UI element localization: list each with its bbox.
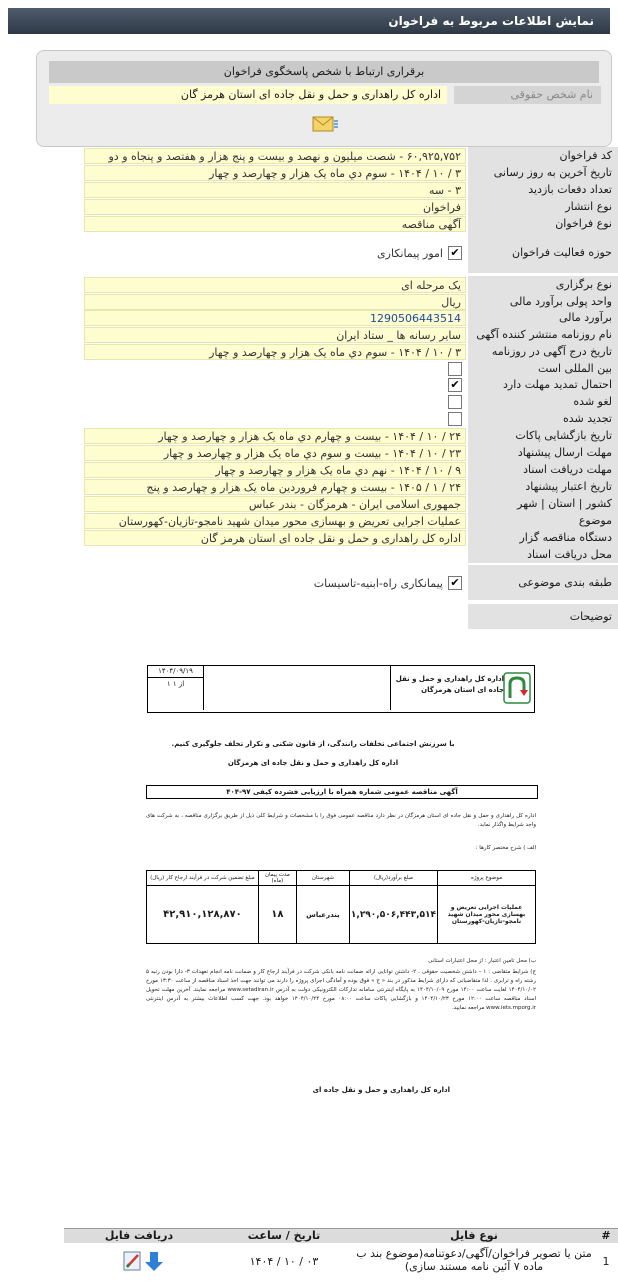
field-row	[84, 427, 618, 445]
document-table-row	[147, 886, 536, 944]
files-header-num: #	[601, 1229, 611, 1242]
field-row	[84, 326, 618, 344]
document-intro: اداره کل راهداری و حمل و نقل جاده ای استان هرمزگان در نظر دارد مناقصه عمومی فوق را با مشخصات و شرایط کلی ذیل از طریق برگزاری مناقصه ، به شرکت های واجد شرایط واگذار نماید.	[146, 813, 536, 828]
field-label: واحد پولی برآورد مالی	[468, 293, 618, 311]
document-signature: اداره کل راهداری و حمل و نقل جاده ای	[312, 1086, 450, 1094]
field-row	[84, 393, 618, 411]
files-table	[64, 1228, 618, 1285]
field-label: تجدید شده	[468, 410, 618, 428]
document-tender-title: آگهی مناقصه عمومی شماره همراه با ارزیابی فشرده کیفی ۹۷-۴۰۴	[146, 785, 538, 799]
field-row	[84, 198, 618, 216]
document-table-note: ب) محل تامین اعتبار : از محل اعتبارات استانی	[428, 958, 536, 964]
field-value	[84, 547, 466, 563]
field-label: توضیحات	[468, 604, 618, 630]
field-value	[84, 605, 466, 629]
field-row	[84, 529, 618, 547]
field-value: یک مرحله ای	[84, 277, 466, 293]
mail-icon[interactable]	[312, 113, 338, 135]
field-checkbox[interactable]	[448, 412, 462, 426]
field-row	[84, 512, 618, 530]
field-value: ۲۳ / ۱۰ / ۱۴۰۴ - بیست و سوم دي ماه یک هزار و چهارصد و چهار	[84, 445, 466, 461]
field-label: بین المللی است	[468, 360, 618, 378]
field-row	[84, 546, 618, 564]
files-header-date: تاریخ / ساعت	[247, 1229, 321, 1242]
field-row	[84, 181, 618, 199]
field-value: ۳ / ۱۰ / ۱۴۰۴ - سوم دي ماه یک هزار و چهارصد و چهار	[84, 165, 466, 181]
field-label: تاریخ اعتبار پیشنهاد	[468, 478, 618, 496]
field-row	[84, 444, 618, 462]
field-row	[84, 164, 618, 182]
field-checkbox[interactable]: ✔	[448, 246, 462, 260]
field-label: حوزه فعالیت فراخوان	[468, 232, 618, 274]
field-value: فراخوان	[84, 199, 466, 215]
field-value	[84, 233, 466, 273]
field-label: نوع فراخوان	[468, 215, 618, 233]
file-row-actions	[114, 1249, 174, 1276]
field-label: طبقه بندی موضوعی	[468, 565, 618, 601]
field-label: تاریخ آخرین به روز رسانی	[468, 164, 618, 182]
document-table-header: مدت پیمان (ماه)	[258, 871, 296, 886]
field-value	[84, 361, 466, 377]
field-row	[84, 604, 618, 630]
contact-panel	[36, 50, 612, 147]
document-table-cell: ۱۸	[258, 886, 296, 944]
document-table-header: مبلغ برآورد(ریال)	[349, 871, 437, 886]
field-value: ۲۴ / ۱۰ / ۱۴۰۴ - بیست و چهارم دي ماه یک هزار و چهارصد و چهار	[84, 428, 466, 444]
field-value: عملیات اجرایی تعریض و بهسازی محور میدان شهید نامجو-تازیان-کهورستان	[84, 513, 466, 529]
files-header-download: دریافت فایل	[104, 1229, 174, 1242]
field-row	[84, 276, 618, 294]
field-value: سایر رسانه ها _ ستاد ایران	[84, 327, 466, 343]
document-table-cell: بندرعباس	[296, 886, 349, 944]
file-row-num: 1	[602, 1255, 610, 1268]
field-value: ۳ - سه	[84, 182, 466, 198]
contact-heading: برقراری ارتباط با شخص پاسخگوی فراخوان	[49, 61, 599, 83]
document-table-cell: عملیات اجرایی تعریض و بهسازی محور میدان شهید نامجو-تازیان-کهورستان	[438, 886, 536, 944]
field-value-text: پیمانکاری راه-ابنیه-تاسیسات	[313, 576, 443, 590]
field-checkbox[interactable]: ✔	[448, 576, 462, 590]
field-label: کشور | استان | شهر	[468, 495, 618, 513]
field-checkbox[interactable]	[448, 395, 462, 409]
file-row-type: متن یا تصویر فراخوان/آگهی/دعوتنامه(موضوع بند ب ماده ۷ آئین نامه مستند سازی)	[356, 1247, 592, 1273]
field-row	[84, 495, 618, 513]
field-label: موضوع	[468, 512, 618, 530]
document-conditions: ج) شرایط متقاضی : ۱ – داشتن شخصیت حقوقی . ۲- داشتن توانایی ارائه ضمانت نامه بانکی شرکت در فرآیند ارجاع کار و ضمانت نامه انجام تعهدات ۳- دارا بودن رتبه ۵ رشته راه و ترابری . لذا متقاضیانی که دارای شرایط مذکور در بند « ج » فوق بوده و آمادگی اجرای پروژه را دارند می توانند جهت اخذ اسناد مناقصه از ساعت ۱۳:۳۰ مورخ ۱۴۰۴/۱۰/۰۲ لغایت ساعت ۱۴:۰۰ مورخ ۱۴۰۴/۱۰/۰۹ به پایگاه اینترنتی سامانه تدارکات الکترونیکی دولت به آدرس www.setadiran.ir مراجعه نمایند. آخرین مهلت تحویل اسناد مناقصه ساعت ۱۲:۰۰ مورخ ۱۴۰۴/۱۰/۲۳ و بازگشایی پاکات ساعت ۰۸:۰۰ مورخ ۱۴۰۴/۱۰/۲۴ خواهد بود. جهت کسب اطلاعات بیشتر به آدرس اینترنتی www.iets.mporg.ir مراجعه نمایید.	[146, 969, 537, 1011]
field-label: تعداد دفعات بازدید	[468, 181, 618, 199]
document-date-box	[148, 666, 204, 710]
document-motto: با سرزنش اجتماعی تخلفات رانندگی، از قانون شکنی و تکرار تخلف جلوگیری کنیم.	[171, 740, 455, 748]
files-header-type: نوع فایل	[450, 1229, 498, 1242]
edit-icon[interactable]	[124, 1252, 140, 1270]
tender-document-image	[70, 662, 556, 1152]
document-org-line1: اداره کل راهداری و حمل و نقل	[395, 675, 504, 683]
document-header	[147, 665, 535, 713]
field-value: 1290506443514	[84, 310, 466, 326]
field-row	[84, 478, 618, 496]
document-page: ۱ از ۱	[166, 680, 185, 688]
org-logo-icon	[503, 672, 531, 704]
download-icon[interactable]	[145, 1252, 163, 1271]
field-label: لغو شده	[468, 393, 618, 411]
field-value	[84, 566, 466, 600]
field-value	[84, 411, 466, 427]
document-section-a: الف ) شرح مختصر کارها :	[475, 845, 536, 851]
field-label: تاریخ درج آگهی در روزنامه	[468, 343, 618, 361]
field-checkbox[interactable]: ✔	[448, 378, 462, 392]
document-date: ۱۴۰۴/۰۹/۱۹	[148, 666, 203, 678]
field-row	[84, 147, 618, 165]
field-value: ۶۰,۹۲۵,۷۵۲ - شصت میلیون و نهصد و بیست و پنج هزار و هفتصد و پنجاه و دو	[84, 148, 466, 164]
document-mid-box	[204, 666, 391, 710]
field-row	[84, 565, 618, 601]
file-actions-icons	[120, 1249, 168, 1273]
document-table-header: مبلغ تضمین شرکت در فرآیند ارجاع کار (ریال)	[147, 871, 259, 886]
window-title-bar	[8, 8, 610, 34]
field-row	[84, 461, 618, 479]
field-label: نوع برگزاری	[468, 276, 618, 294]
field-value: ۳ / ۱۰ / ۱۴۰۴ - سوم دي ماه یک هزار و چهارصد و چهار	[84, 344, 466, 360]
file-row-date: ۰۳ / ۱۰ / ۱۴۰۴	[249, 1255, 319, 1268]
document-table-header: موضوع پروژه	[438, 871, 536, 886]
field-label: دستگاه مناقصه گزار	[468, 529, 618, 547]
document-table-cell: ۱,۲۹۰,۵۰۶,۴۴۳,۵۱۴	[349, 886, 437, 944]
field-row	[84, 410, 618, 428]
field-label: برآورد مالی	[468, 309, 618, 327]
field-label: احتمال تمدید مهلت دارد	[468, 376, 618, 394]
field-value: اداره کل راهداری و حمل و نقل جاده ای استان هرمز گان	[84, 530, 466, 546]
field-row	[84, 232, 618, 274]
field-value	[84, 377, 466, 393]
document-table-header: شهرستان	[296, 871, 349, 886]
window-title: نمایش اطلاعات مربوط به فراخوان	[388, 14, 594, 28]
field-value-text: امور پیمانکاری	[377, 246, 443, 260]
field-value: ریال	[84, 294, 466, 310]
field-label: مهلت دریافت اسناد	[468, 461, 618, 479]
document-org-name	[396, 674, 504, 696]
field-label: کد فراخوان	[468, 147, 618, 165]
field-value: جمهوری اسلامی ایران - هرمزگان - بندر عباس	[84, 496, 466, 512]
document-table-cell: ۴۲,۹۱۰,۱۲۸,۸۷۰	[147, 886, 259, 944]
field-label: نام روزنامه منتشر کننده آگهی	[468, 326, 618, 344]
field-row	[84, 215, 618, 233]
files-row	[64, 1245, 618, 1283]
contact-name-value: اداره کل راهداری و حمل و نقل جاده ای استان هرمز گان	[49, 86, 447, 104]
document-org-title: اداره کل راهداری و حمل و نقل جاده ای هرمزگان	[227, 759, 399, 767]
field-value: ۲۴ / ۱ / ۱۴۰۵ - بیست و چهارم فروردین ماه یک هزار و چهارصد و پنج	[84, 479, 466, 495]
field-row	[84, 343, 618, 361]
field-row	[84, 376, 618, 394]
field-value: ۹ / ۱۰ / ۱۴۰۴ - نهم دي ماه یک هزار و چهارصد و چهار	[84, 462, 466, 478]
files-header-row	[64, 1229, 618, 1243]
field-value: آگهی مناقصه	[84, 216, 466, 232]
field-label: نوع انتشار	[468, 198, 618, 216]
field-label: محل دریافت اسناد	[468, 546, 618, 564]
field-value	[84, 394, 466, 410]
field-row	[84, 309, 618, 327]
document-projects-table	[146, 870, 536, 944]
document-org-line2: جاده ای استان هرمزگان	[421, 686, 504, 694]
field-checkbox[interactable]	[448, 362, 462, 376]
contact-name-label: نام شخص حقوقی	[454, 86, 601, 104]
document-table-header-row	[147, 871, 536, 886]
field-label: مهلت ارسال پیشنهاد	[468, 444, 618, 462]
field-label: تاریخ بازگشایی پاکات	[468, 427, 618, 445]
